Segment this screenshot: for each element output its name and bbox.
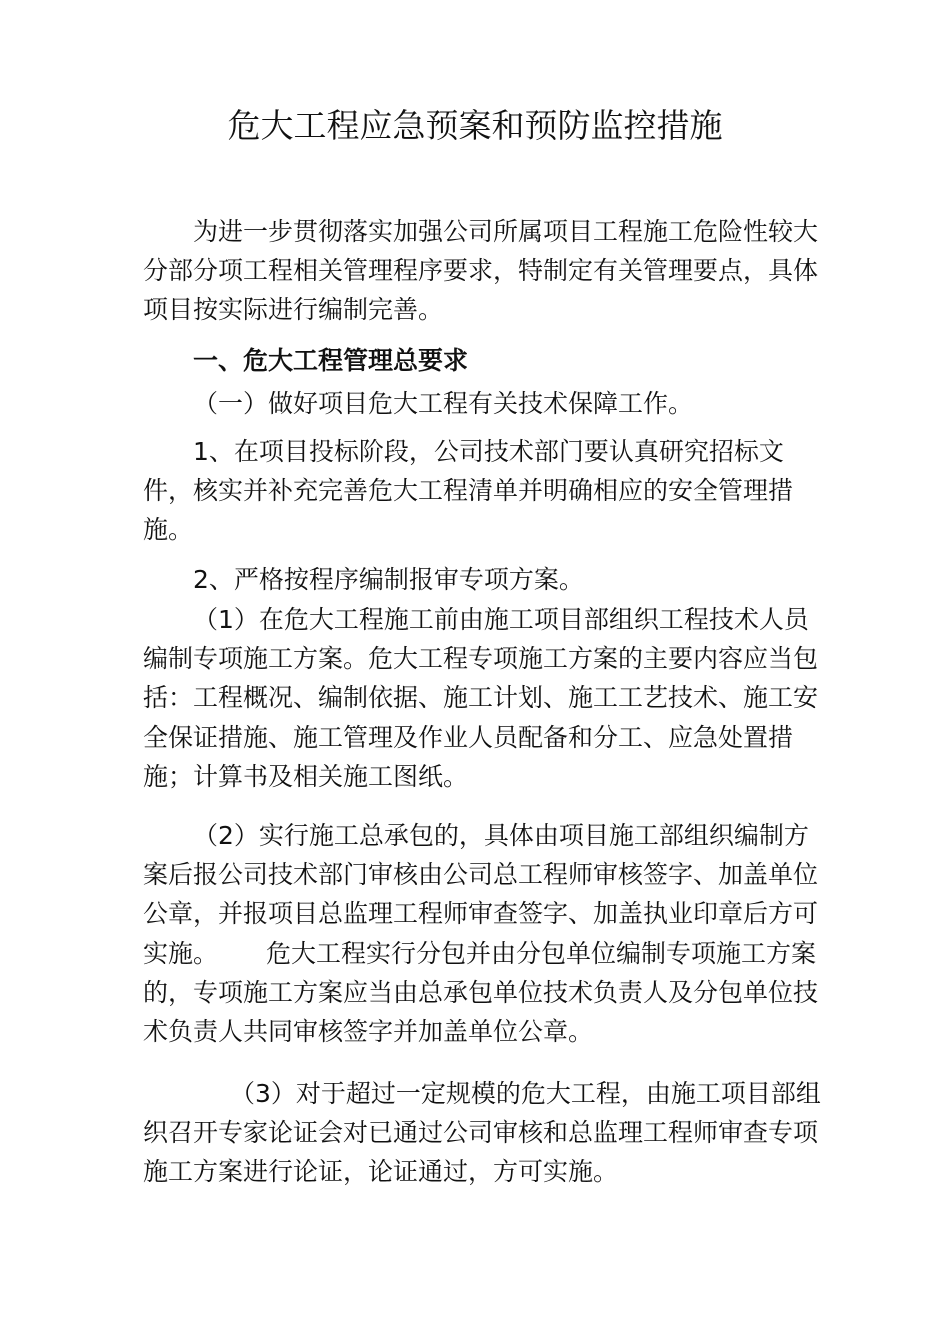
item-2-2-paragraph: [143, 816, 833, 1051]
item-2-2-text-a: （2）实行施工总承包的，具体由项目施工部组织编制方案后报公司技术部门审核由公司总工程师审核签字、加盖单位公章，并报项目总监理工程师审查签字、加盖执业印章后方可实施。: [143, 821, 819, 968]
item-2-2-text-b: 危大工程实行分包并由分包单位编制专项施工方案的，专项施工方案应当由总承包单位技术负责人及分包单位技术负责人共同审核签字并加盖单位公章。: [143, 938, 819, 1047]
section-heading: 一、危大工程管理总要求: [193, 346, 469, 375]
document-title: 危大工程应急预案和预防监控措施: [227, 106, 723, 145]
subsection-heading: （一）做好项目危大工程有关技术保障工作。: [193, 389, 694, 418]
intro-paragraph: 为进一步贯彻落实加强公司所属项目工程施工危险性较大分部分项工程相关管理程序要求，特制定有关管理要点，具体项目按实际进行编制完善。: [143, 217, 819, 325]
item-1-paragraph: 1、在项目投标阶段，公司技术部门要认真研究招标文件，核实并补充完善危大工程清单并明确相应的安全管理措施。: [143, 437, 794, 545]
item-2-paragraph: 2、严格按程序编制报审专项方案。: [193, 565, 584, 594]
item-2-3-paragraph: （3）对于超过一定规模的危大工程，由施工项目部组织召开专家论证会对已通过公司审核和总监理工程师审查专项施工方案进行论证，论证通过，方可实施。: [143, 1079, 821, 1187]
item-2-1-paragraph: （1）在危大工程施工前由施工项目部组织工程技术人员编制专项施工方案。危大工程专项施工方案的主要内容应当包括：工程概况、编制依据、施工计划、施工工艺技术、施工安全保证措施、施工管理及作业人员配备和分工、应急处置措施；计算书及相关施工图纸。: [143, 605, 819, 791]
